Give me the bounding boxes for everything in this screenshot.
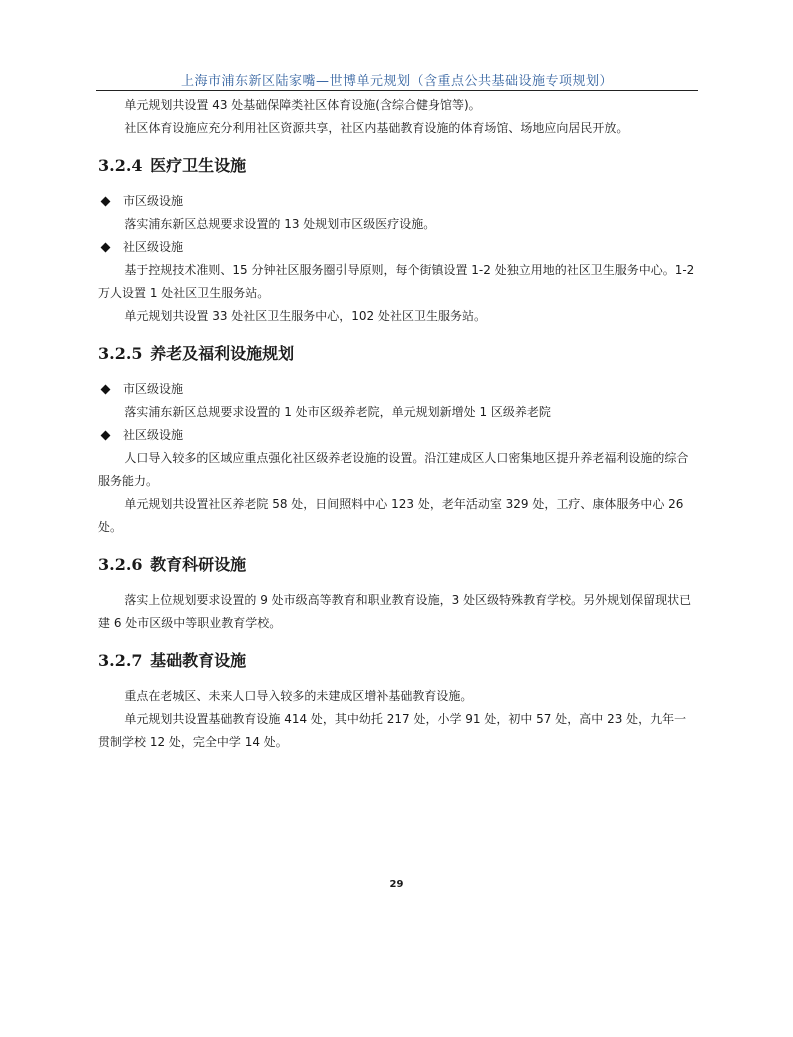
bullet-item bbox=[98, 378, 698, 401]
section-heading-3-2-6 bbox=[98, 553, 698, 577]
paragraph: 单元规划共设置社区养老院 58 处，日间照料中心 123 处，老年活动室 329 处，工疗、康体服务中心 26 处。 bbox=[98, 497, 684, 534]
section-title: 教育科研设施 bbox=[150, 555, 247, 574]
paragraph: 单元规划共设置 43 处基础保障类社区体育设施(含综合健身馆等)。 bbox=[124, 98, 481, 112]
section-number: 3.2.6 bbox=[98, 555, 143, 574]
paragraph: 落实浦东新区总规要求设置的 13 处规划市区级医疗设施。 bbox=[124, 217, 436, 231]
diamond-bullet-icon bbox=[101, 431, 111, 441]
paragraph: 落实上位规划要求设置的 9 处市级高等教育和职业教育设施，3 处区级特殊教育学校。另外规划保留现状已建 6 处市区级中等职业教育学校。 bbox=[98, 593, 692, 630]
section-number: 3.2.7 bbox=[98, 651, 143, 670]
bullet-label: 市区级设施 bbox=[123, 382, 184, 396]
bullet-item bbox=[98, 424, 698, 447]
running-header: 上海市浦东新区陆家嘴—世博单元规划（含重点公共基础设施专项规划） bbox=[180, 74, 613, 89]
header-rule bbox=[96, 90, 698, 91]
paragraph: 重点在老城区、未来人口导入较多的未建成区增补基础教育设施。 bbox=[124, 689, 473, 703]
paragraph: 单元规划共设置 33 处社区卫生服务中心，102 处社区卫生服务站。 bbox=[124, 309, 487, 323]
page-number: 29 bbox=[389, 879, 404, 890]
section-heading-3-2-4 bbox=[98, 154, 698, 178]
paragraph: 人口导入较多的区域应重点强化社区级养老设施的设置。沿江建成区人口密集地区提升养老福利设施的综合服务能力。 bbox=[98, 451, 689, 488]
section-number: 3.2.4 bbox=[98, 156, 143, 175]
paragraph: 单元规划共设置基础教育设施 414 处，其中幼托 217 处，小学 91 处，初中 57 处，高中 23 处，九年一贯制学校 12 处，完全中学 14 处。 bbox=[98, 712, 687, 749]
section-title: 基础教育设施 bbox=[150, 651, 247, 670]
paragraph: 落实浦东新区总规要求设置的 1 处市区级养老院，单元规划新增处 1 区级养老院 bbox=[124, 405, 551, 419]
diamond-bullet-icon bbox=[101, 385, 111, 395]
diamond-bullet-icon bbox=[101, 243, 111, 253]
section-title: 养老及福利设施规划 bbox=[150, 344, 295, 363]
bullet-label: 社区级设施 bbox=[123, 428, 184, 442]
bullet-item bbox=[98, 236, 698, 259]
section-heading-3-2-7 bbox=[98, 649, 698, 673]
section-title: 医疗卫生设施 bbox=[150, 156, 247, 175]
bullet-label: 市区级设施 bbox=[123, 194, 184, 208]
paragraph: 社区体育设施应充分利用社区资源共享，社区内基础教育设施的体育场馆、场地应向居民开放。 bbox=[124, 121, 629, 135]
section-heading-3-2-5 bbox=[98, 342, 698, 366]
page-body bbox=[98, 94, 698, 754]
bullet-label: 社区级设施 bbox=[123, 240, 184, 254]
paragraph: 基于控规技术准则、15 分钟社区服务圈引导原则，每个街镇设置 1-2 处独立用地的社区卫生服务中心。1-2 万人设置 1 处社区卫生服务站。 bbox=[98, 263, 695, 300]
section-number: 3.2.5 bbox=[98, 344, 143, 363]
bullet-item bbox=[98, 190, 698, 213]
diamond-bullet-icon bbox=[101, 197, 111, 207]
